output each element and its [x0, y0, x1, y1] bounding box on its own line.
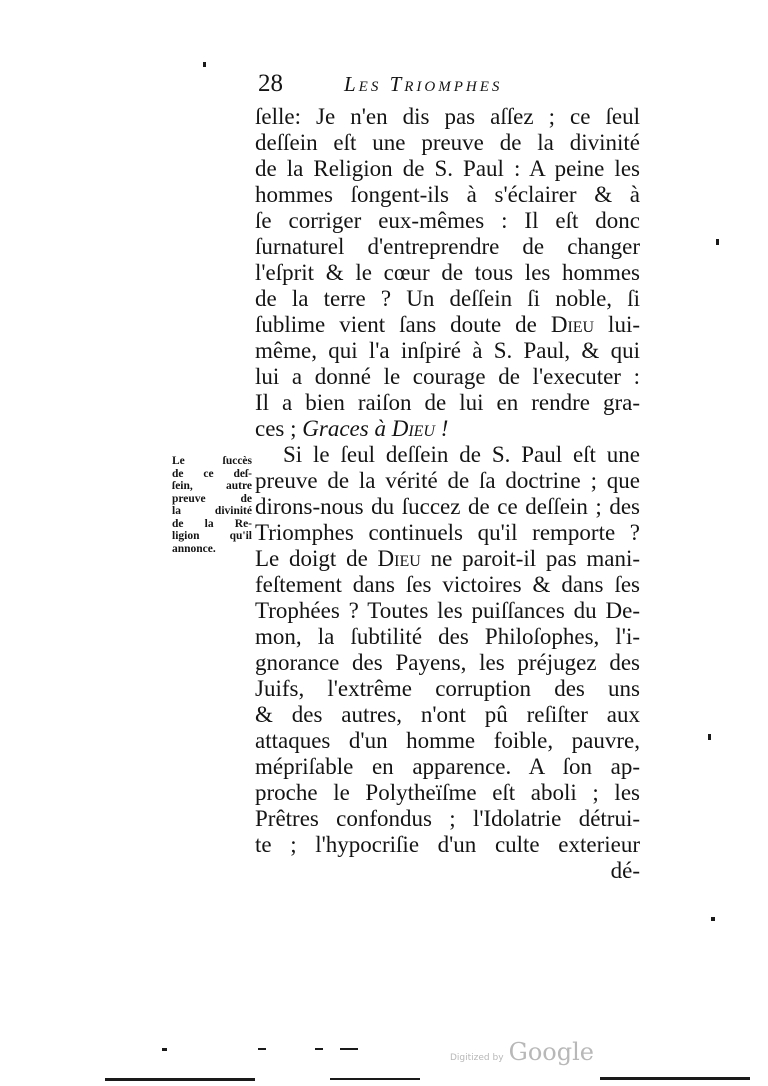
text-segment: ces ; — [255, 416, 297, 441]
text-line: gnorance des Payens, les préjugez des — [255, 650, 640, 675]
scan-artifact — [105, 1078, 255, 1081]
margin-note-line: Le ſuccès — [172, 455, 252, 467]
text-line: mépriſable en apparence. A ſon ap- — [255, 754, 640, 779]
text-line: deſſein eſt une preuve de la divinité — [255, 130, 640, 155]
small-caps-word: Dieu ! — [391, 416, 449, 441]
page-header — [258, 70, 638, 104]
scan-artifact — [330, 1078, 420, 1080]
text-line: dirons-nous du ſuccez de ce deſſein ; des — [255, 494, 640, 519]
text-line — [255, 546, 640, 572]
text-line: même, qui l'a inſpiré à S. Paul, & qui — [255, 338, 640, 363]
italic-phrase: Graces à — [296, 416, 386, 441]
margin-note-line: annonce. — [172, 542, 216, 555]
google-logo: Google — [508, 1038, 594, 1066]
text-segment: lui- — [594, 312, 640, 337]
text-segment: ſublime vient ſans doute de — [255, 312, 537, 337]
text-line: proche le Polytheïſme eſt aboli ; les — [255, 780, 640, 805]
scan-artifact — [716, 239, 719, 245]
text-line: te ; l'hypocriſie d'un culte exterieur — [255, 832, 640, 857]
running-title: Les Triomphes — [344, 72, 503, 96]
text-line: lui a donné le courage de l'executer : — [255, 364, 640, 389]
margin-note-line: de la Re- — [172, 517, 252, 530]
text-line: ſurnaturel d'entreprendre de changer — [255, 234, 640, 259]
body-text — [255, 104, 640, 884]
margin-note — [172, 455, 252, 555]
text-line: feſtement dans ſes victoires & dans ſes — [255, 572, 640, 597]
margin-note-line: ligion qu'il — [172, 530, 252, 542]
scan-artifact — [600, 1077, 750, 1080]
text-line — [255, 312, 640, 338]
margin-note-line: ſein, autre — [172, 480, 252, 492]
text-line: Si le ſeul deſſein de S. Paul eſt une — [283, 442, 640, 467]
scan-artifact — [258, 1048, 266, 1050]
text-line: & des autres, n'ont pû reſiſter aux — [255, 702, 640, 727]
small-caps-word: Dieu — [377, 546, 421, 571]
scan-artifact — [203, 62, 206, 67]
google-watermark — [450, 1038, 594, 1066]
margin-note-line: preuve de — [172, 492, 252, 505]
scan-artifact — [315, 1048, 323, 1050]
page-number: 28 — [258, 70, 283, 97]
catchword: dé- — [610, 858, 640, 883]
text-line: hommes ſongent-ils à s'éclairer & à — [255, 182, 640, 207]
text-line: attaques d'un homme foible, pauvre, — [255, 728, 640, 753]
text-line: Prêtres confondus ; l'Idolatrie détrui- — [255, 806, 640, 831]
text-line: preuve de la vérité de ſa doctrine ; que — [255, 468, 640, 493]
text-line: Trophées ? Toutes les puiſſances du De- — [255, 598, 640, 623]
text-line: de la Religion de S. Paul : A peine les — [255, 156, 640, 181]
text-segment: ne paroit-il pas mani- — [420, 546, 640, 571]
text-line: de la terre ? Un deſſein ſi noble, ſi — [255, 286, 640, 311]
scan-artifact — [162, 1048, 167, 1051]
text-segment: Le doigt de — [255, 546, 368, 571]
margin-note-line: la divinité — [172, 505, 252, 517]
text-line: ſe corriger eux-mêmes : Il eſt donc — [255, 208, 640, 233]
scan-artifact — [340, 1048, 358, 1050]
scan-artifact — [708, 734, 711, 740]
text-line — [255, 416, 640, 442]
watermark-prefix: Digitized by — [450, 1053, 504, 1063]
scan-artifact — [711, 917, 715, 921]
text-line: mon, la ſubtilité des Philoſophes, l'i- — [255, 624, 640, 649]
text-line: Triomphes continuels qu'il remporte ? — [255, 520, 640, 545]
text-line: Juifs, l'extrême corruption des uns — [255, 676, 640, 701]
small-caps-word: Dieu — [550, 312, 595, 337]
margin-note-line: de ce deſ- — [172, 467, 252, 480]
text-line: ſelle: Je n'en dis pas aſſez ; ce ſeul — [255, 104, 640, 129]
text-line: l'eſprit & le cœur de tous les hommes — [255, 260, 640, 285]
text-line: Il a bien raiſon de lui en rendre gra- — [255, 390, 640, 415]
